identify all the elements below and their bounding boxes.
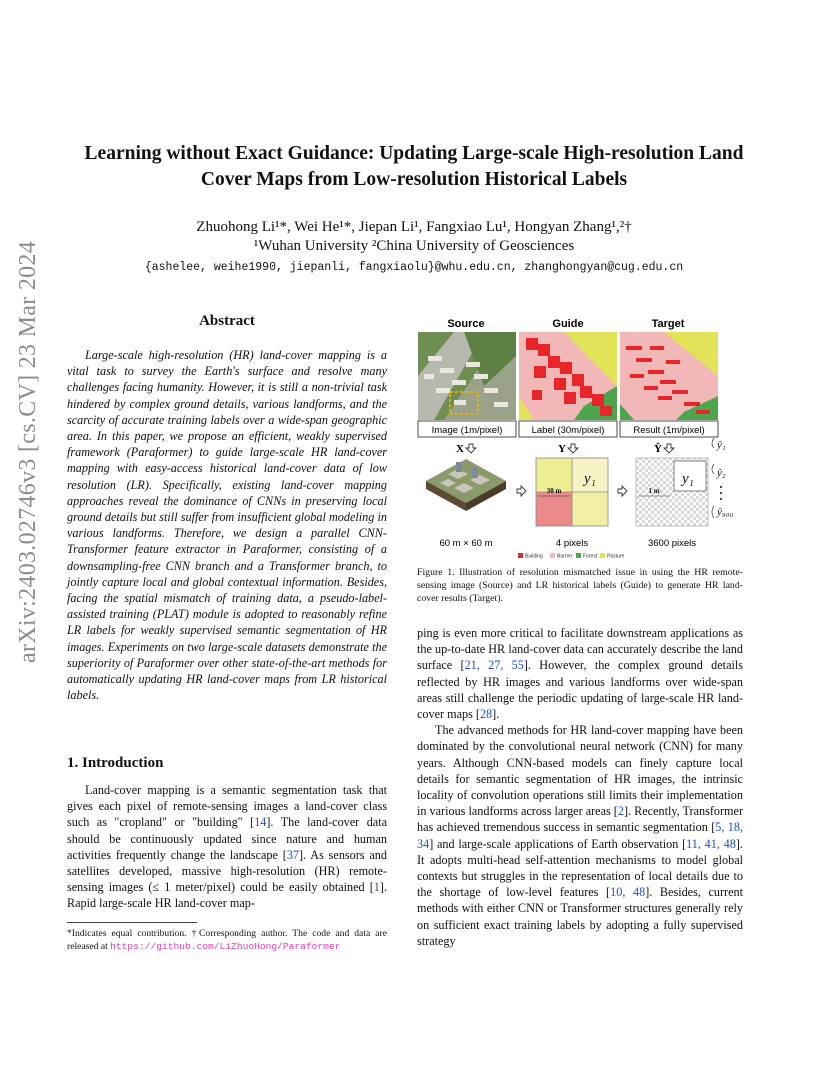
citation-link[interactable]: 1 bbox=[373, 880, 380, 895]
down-arrow-icon bbox=[466, 444, 674, 453]
yhat-list bbox=[712, 438, 734, 518]
right-text: ping is even more critical to facilitate downstream applications as the up-to-date HR land-cover data can accurately describe the land surface [ bbox=[417, 626, 743, 673]
citation-link[interactable]: 5, 18, 34 bbox=[417, 820, 743, 851]
fig-panel-label: Label (30m/pixel) bbox=[531, 425, 605, 436]
fig-symbol-x: X bbox=[456, 443, 464, 455]
target-result-map bbox=[620, 332, 718, 420]
legend-label: Pasture bbox=[607, 553, 625, 560]
guide-label-map bbox=[519, 332, 617, 420]
right-text: ] and large-scale applications of Earth observation [ bbox=[429, 836, 687, 851]
guide-2x2-grid bbox=[536, 458, 608, 526]
fig-grid-label-1m: 1 m bbox=[648, 487, 660, 495]
fig-panel-label: Result (1m/pixel) bbox=[633, 425, 705, 436]
citation-link[interactable]: 28 bbox=[479, 707, 493, 722]
legend-label: Barren bbox=[557, 553, 573, 560]
fig-legend bbox=[518, 553, 624, 560]
fig-y1: y₁ bbox=[584, 471, 596, 487]
fig-symbol-y: Y bbox=[558, 443, 566, 455]
intro-text: ]. As sensors and satellites developed, massive high-resolution (HR) remote-sensing images (≤ 1 meter/pixel) could be easily obtained [ bbox=[67, 847, 387, 895]
fig-col-title: Target bbox=[651, 318, 685, 330]
figure-caption: Figure 1. Illustration of resolution mismatched issue in using the HR remote-sensing image (Source) and LR historical labels (Guide) to generate HR land-cover results (Target). bbox=[417, 567, 743, 604]
author-names: Zhuohong Li¹*, Wei He¹*, Jiepan Li¹, Fangxiao Lu¹, Hongyan Zhang¹,²† bbox=[196, 219, 632, 235]
citation-link[interactable]: 10, 48 bbox=[610, 885, 646, 900]
legend-label: Building bbox=[525, 553, 543, 560]
right-paragraph bbox=[417, 625, 743, 722]
fig-grid-label-30m: 30 m bbox=[546, 487, 562, 495]
right-text: ]. bbox=[492, 707, 500, 722]
right-text: ]. It adopts multi-head self-attention mechanisms to model global contexts but struggles in the representation of local details due to the shortage of low-level features [ bbox=[417, 836, 743, 900]
author-emails: {ashelee, weihe1990, jiepanli, fangxiaolu}@whu.edu.cn, zhanghongyan@cug.edu.cn bbox=[144, 261, 684, 274]
citation-link[interactable]: 14 bbox=[254, 815, 267, 830]
legend-swatch bbox=[550, 553, 555, 558]
source-aerial-image bbox=[418, 332, 516, 420]
fig-bottom-label: 60 m × 60 m bbox=[439, 538, 493, 549]
fig-bottom-label: 3600 pixels bbox=[647, 538, 697, 549]
legend-swatch bbox=[518, 553, 523, 558]
abstract-text: Large-scale high-resolution (HR) land-cover mapping is a vital task to survey the Earth's surface and resolve many challenges facing humanity. However, it is still a non-trivial task hindered by complex ground details, various landforms, and the scarcity of accurate training labels over a wide-span geographic area. In this paper, we propose an efficient, weakly supervised framework (Paraformer) to guide large-scale HR land-cover mapping with easy-access historical land-cover data of low resolution (LR). Specifically, existing land-cover mapping approaches reveal the dominance of CNNs in preserving local ground details but still suffer from insufficient global modeling in various landforms. Therefore, we design a parallel CNN-Transformer feature extractor in Paraformer, consisting of a downsampling-free CNN branch and a Transformer branch, to jointly capture local and global contextual information. Besides, facing the spatial mismatch of training data, a pseudo-label-assisted training (PLAT) module is adopted to reasonably refine LR labels for weakly supervised semantic segmentation of HR images. Experiments on two large-scale datasets demonstrate the superiority of Paraformer over other state-of-the-art methods for automatically updating HR land-cover maps from LR historical labels. bbox=[67, 348, 387, 703]
right-paragraph bbox=[417, 722, 743, 949]
intro-text: Land-cover mapping is a semantic segmentation task that gives each pixel of remote-sensing images a land-cover class such as "cropland" or "building" [ bbox=[67, 783, 387, 830]
right-text: ]. However, the complex ground details reflected by HR images and various landforms over wide-span areas still challenge the periodic updating of large-scale HR land-cover maps [ bbox=[417, 658, 743, 722]
fig-symbol-yhat: Ŷ bbox=[654, 443, 662, 455]
source-3d-block bbox=[426, 459, 506, 511]
intro-paragraph bbox=[67, 782, 387, 912]
fig-y1-target: y₁ bbox=[682, 471, 694, 487]
code-repo-link[interactable]: https://github.com/LiZhuoHong/Paraformer bbox=[110, 941, 341, 952]
fig-yhat-2: ŷ₂ bbox=[717, 467, 726, 479]
target-pixel-grid bbox=[636, 458, 708, 526]
arxiv-stamp: arXiv:2403.02746v3 [cs.CV] 23 Mar 2024 bbox=[15, 240, 41, 663]
legend-label: Forest bbox=[583, 553, 598, 560]
citation-link[interactable]: 37 bbox=[286, 847, 299, 862]
legend-swatch bbox=[576, 553, 581, 558]
intro-text: ]. Rapid large-scale HR land-cover map- bbox=[67, 880, 387, 911]
legend-swatch bbox=[600, 553, 605, 558]
section-heading-introduction: 1. Introduction bbox=[67, 755, 164, 771]
fig-yhat-900: ŷ₉₀₀ bbox=[717, 506, 734, 518]
intro-text: ]. The land-cover data should be continuously updated since nature and human activities frequently change the landscape [ bbox=[67, 815, 387, 862]
abstract-heading: Abstract bbox=[199, 313, 255, 329]
fig-panel-label: Image (1m/pixel) bbox=[431, 425, 503, 436]
right-column-text bbox=[417, 625, 743, 949]
footnote bbox=[67, 927, 387, 953]
fig-col-title: Source bbox=[447, 318, 485, 330]
author-block bbox=[60, 218, 768, 256]
citation-link[interactable]: 11, 41, 48 bbox=[686, 836, 736, 851]
fig-col-title: Guide bbox=[552, 318, 584, 330]
author-affiliations: ¹Wuhan University ²China University of Geosciences bbox=[253, 238, 575, 254]
fig-yhat-1: ŷ₁ bbox=[717, 439, 726, 451]
footnote-rule bbox=[67, 922, 197, 923]
right-text: The advanced methods for HR land-cover mapping have been dominated by the convolutional neural network (CNN) for many years. Although CNN-based models can finely capture local details for semantic segmentation of HR images, the intrinsic locality of convolution operations still limits their implementation in various landforms across larger areas [ bbox=[417, 723, 743, 819]
figure-1 bbox=[414, 316, 747, 562]
citation-link[interactable]: 2 bbox=[617, 804, 624, 819]
footnote-text: *Indicates equal contribution. †Corresponding author. The code and data are released at bbox=[67, 928, 387, 952]
right-text: ]. Besides, current methods with either CNN or Transformer structures generally rely on sufficient exact training labels by adopting a fully supervised strategy bbox=[417, 885, 744, 948]
fig-bottom-label: 4 pixels bbox=[555, 538, 589, 549]
citation-link[interactable]: 21, 27, 55 bbox=[464, 658, 524, 673]
paper-title: Learning without Exact Guidance: Updating Large-scale High-resolution Land Cover Maps from Low-resolution Historical Labels bbox=[84, 143, 744, 190]
right-text: ]. Recently, Transformer has achieved tremendous success in semantic segmentation [ bbox=[417, 804, 744, 835]
